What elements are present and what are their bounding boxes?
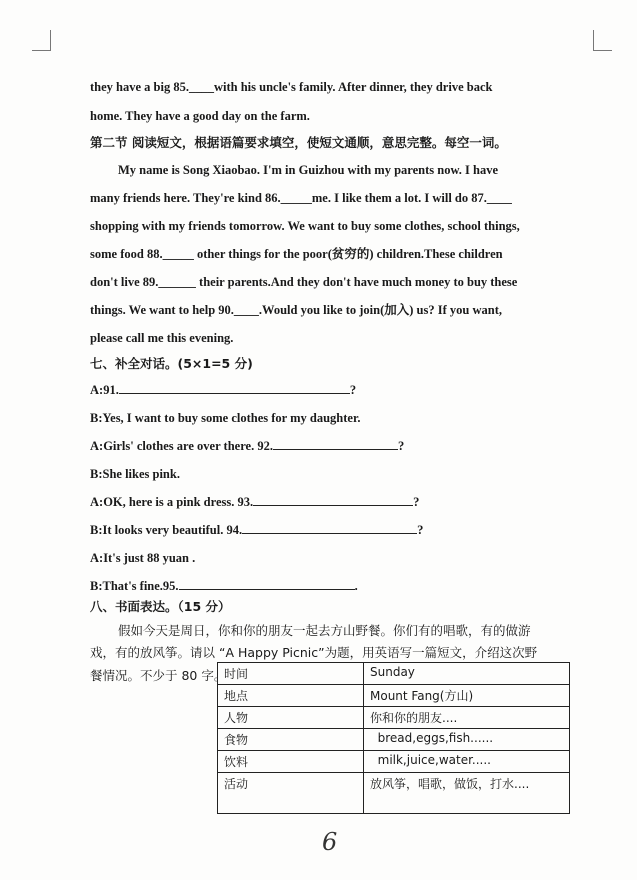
table-row (218, 773, 570, 814)
section-heading: 七、补全对话。(5×1=5 分) (90, 356, 253, 371)
text-line: My name is Song Xiaobao. I'm in Guizhou with my parents now. I have (118, 163, 499, 177)
section-heading: 第二节 阅读短文，根据语篇要求填空，使短文通顺，意思完整。每空一词。 (90, 135, 507, 150)
dialogue-suffix: ? (349, 383, 357, 397)
dialogue-suffix: . (354, 579, 358, 593)
table-row (218, 685, 570, 707)
table-cell-value: 放风筝，唱歌，做饭，打水.... (364, 773, 570, 814)
dialogue-prefix: A:91. (90, 383, 119, 397)
writing-prompt: 戏，有的放风筝。请以 “A Happy Picnic”为题，用英语写一篇短文，介绍这次野 (90, 645, 538, 660)
text-line: please call me this evening. (90, 331, 234, 345)
dialogue-prefix: A:OK, here is a pink dress. 93. (90, 495, 254, 509)
dialogue-suffix: ? (397, 439, 405, 453)
page-number: 6 (322, 828, 338, 856)
table-cell-key: 饮料 (218, 751, 364, 773)
dialogue-line: B:She likes pink. (90, 467, 180, 481)
picnic-info-table (217, 662, 570, 814)
crop-mark-top-right (593, 30, 612, 51)
table-cell-key: 食物 (218, 729, 364, 751)
table-row (218, 729, 570, 751)
text-line: home. They have a good day on the farm. (90, 109, 310, 123)
text-line: things. We want to help 90.____.Would you like to join(加入) us? If you want, (90, 303, 502, 317)
table-cell-key: 活动 (218, 773, 364, 814)
table-row (218, 663, 570, 685)
writing-prompt: 假如今天是周日，你和你的朋友一起去方山野餐。你们有的唱歌，有的做游 (118, 623, 531, 638)
writing-prompt: 餐情况。不少于 80 字。 (90, 668, 227, 683)
table-cell-value: milk,juice,water..... (364, 751, 570, 773)
dialogue-suffix: ? (417, 523, 424, 537)
dialogue-line (90, 577, 550, 595)
table-cell-value: Sunday (364, 663, 570, 685)
table-cell-key: 时间 (218, 663, 364, 685)
text-line: many friends here. They're kind 86._____me. I like them a lot. I will do 87.____ (90, 191, 512, 205)
table-row (218, 707, 570, 729)
text-line: shopping with my friends tomorrow. We want to buy some clothes, school things, (90, 219, 520, 233)
table-row (218, 751, 570, 773)
table-cell-value: bread,eggs,fish...... (364, 729, 570, 751)
table-cell-key: 人物 (218, 707, 364, 729)
dialogue-suffix: ? (413, 495, 420, 509)
answer-blank[interactable] (179, 577, 355, 590)
text-line: some food 88._____ other things for the poor(贫穷的) children.These children (90, 247, 503, 261)
text-line: don't live 89.______ their parents.And they don't have much money to buy these (90, 275, 518, 289)
section-heading: 八、书面表达。（15 分） (90, 599, 231, 614)
dialogue-line (90, 493, 550, 511)
dialogue-prefix: B:That's fine.95. (90, 579, 179, 593)
dialogue-line (90, 437, 550, 455)
answer-blank[interactable] (119, 381, 350, 394)
dialogue-line (90, 521, 550, 539)
dialogue-line (90, 381, 550, 399)
text-line: they have a big 85.____with his uncle's family. After dinner, they drive back (90, 80, 493, 94)
table-cell-value: 你和你的朋友.... (364, 707, 570, 729)
dialogue-prefix: B:It looks very beautiful. 94. (90, 523, 243, 537)
table-cell-key: 地点 (218, 685, 364, 707)
dialogue-prefix: A:Girls' clothes are over there. 92. (90, 439, 273, 453)
answer-blank[interactable] (253, 493, 413, 506)
crop-mark-top-left (32, 30, 51, 51)
answer-blank[interactable] (273, 437, 398, 450)
table-cell-value: Mount Fang(方山) (364, 685, 570, 707)
dialogue-line: B:Yes, I want to buy some clothes for my daughter. (90, 411, 361, 425)
dialogue-line: A:It's just 88 yuan . (90, 551, 196, 565)
answer-blank[interactable] (242, 521, 417, 534)
